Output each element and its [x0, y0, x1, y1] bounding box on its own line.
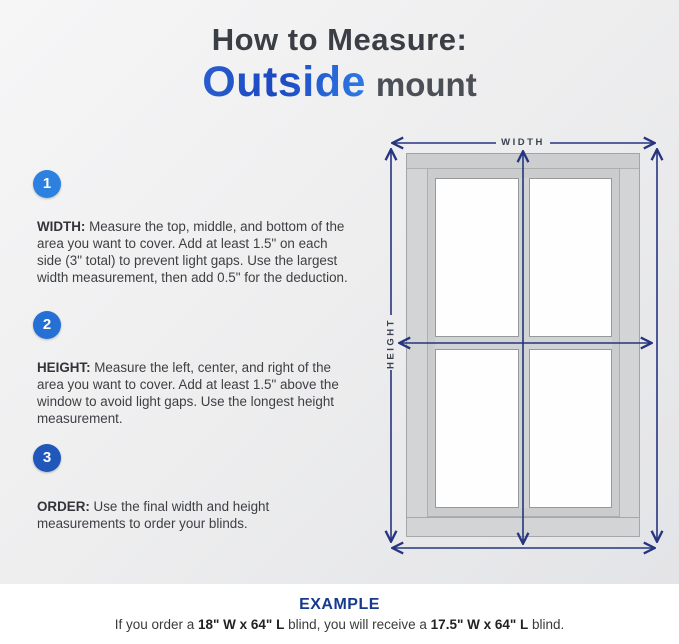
example-suffix: blind. — [528, 617, 565, 632]
step-3-body: Use the final width and height measurements to order your blinds. — [37, 499, 270, 532]
step-3-badge — [33, 444, 61, 472]
step-1-label: WIDTH: — [37, 219, 86, 235]
title-line1: How to Measure: — [211, 22, 468, 57]
window-pane-bottom-left — [435, 349, 519, 508]
example-receive-size: 17.5" W x 64" L — [430, 617, 529, 632]
step-2-label: HEIGHT: — [37, 360, 91, 376]
title-mount-type: Outside — [202, 58, 366, 106]
step-1-badge — [33, 170, 61, 198]
example-sentence — [0, 617, 679, 632]
height-measure-label: HEIGHT — [385, 318, 397, 369]
window-top-band — [407, 154, 639, 169]
window-sill — [406, 517, 640, 537]
page-title — [0, 24, 679, 104]
step-1-body: Measure the top, middle, and bottom of the area you want to cover. Add at least 1.5" on each side (3" total) to prevent light gaps. Use the largest width measurement, then add 0.5" for the deduction. — [37, 219, 348, 286]
width-measure-label: WIDTH — [501, 137, 545, 148]
window-panes — [435, 178, 612, 508]
window-pane-top-left — [435, 178, 519, 337]
window-pane-bottom-right — [529, 349, 613, 508]
example-middle: blind, you will receive a — [284, 617, 431, 632]
example-prefix: If you order a — [114, 617, 198, 632]
step-2-number: 2 — [42, 316, 52, 333]
example-order-size: 18" W x 64" L — [198, 617, 285, 632]
step-1-number: 1 — [42, 175, 52, 192]
step-3-text — [37, 498, 355, 532]
example-heading: EXAMPLE — [299, 596, 380, 613]
window-pane-top-right — [529, 178, 613, 337]
step-1-text — [37, 218, 355, 286]
title-line2 — [0, 58, 679, 106]
title-mount-word: mount — [375, 66, 477, 103]
step-2-body: Measure the left, center, and right of the area you want to cover. Add at least 1.5" above the window to avoid light gaps. Use the longest height measurement. — [37, 360, 339, 427]
step-2-text — [37, 359, 355, 427]
example-footer — [0, 584, 679, 644]
step-3-number: 3 — [42, 449, 52, 466]
step-2-badge — [33, 311, 61, 339]
step-3-label: ORDER: — [37, 499, 90, 515]
